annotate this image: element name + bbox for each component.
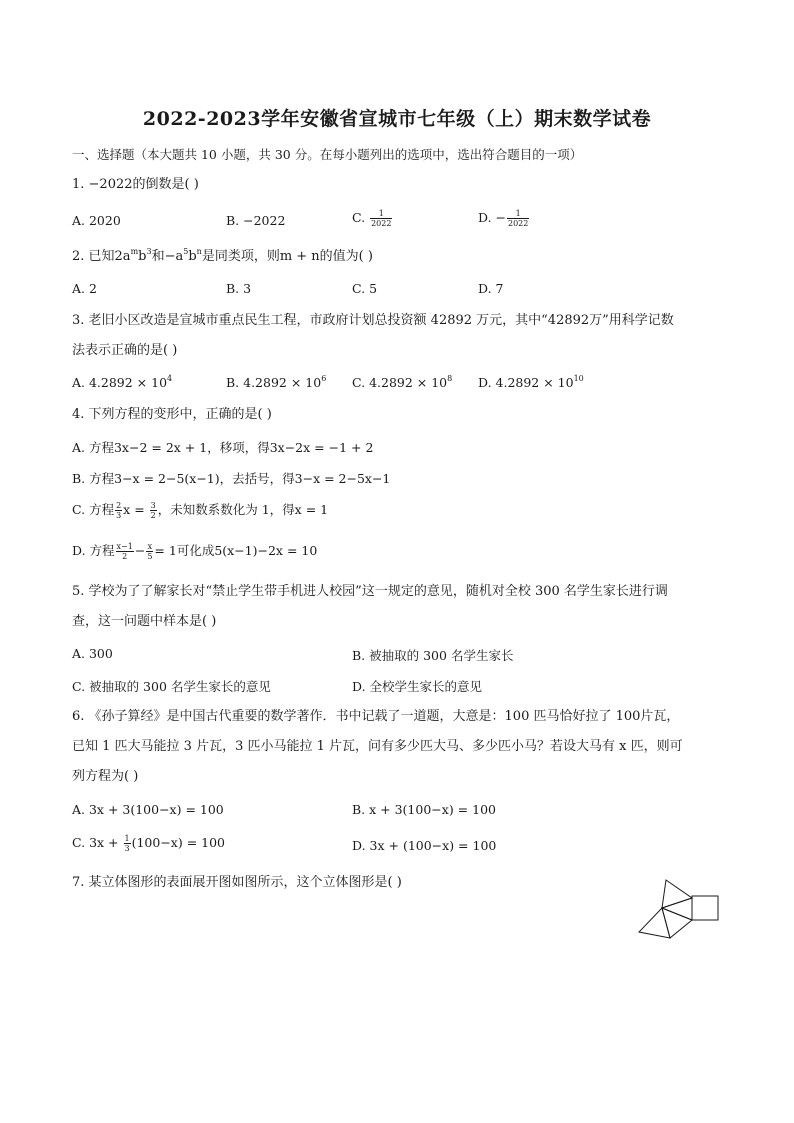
q2-exponent: n [196,247,202,256]
page-title: 2022-2023学年安徽省宣城市七年级（上）期末数学试卷 [142,108,652,130]
fraction-numerator: 3 [150,501,156,510]
q3-option-c [352,375,452,390]
q3-option-a-exponent: 4 [167,374,173,383]
q5-option-c: C. 被抽取的 300 名学生家长的意见 [72,679,271,694]
q4-c-text: C. 方程 [72,502,115,517]
q2-exponent: 3 [146,247,152,256]
q4-c-text: x = [123,502,149,517]
q3-option-d [478,375,584,390]
q1-option-d-label: D. − [478,210,506,225]
q1-option-b: B. −2022 [226,213,286,228]
question-5-line: 5. 学校为了了解家长对“禁止学生带手机进人校园”这一规定的意见，随机对全校 300 名学生家长进行调 [72,584,668,599]
question-2-stem [72,242,732,272]
fraction-denominator: 2 [150,511,156,520]
question-5-line: 查，这一问题中样本是( ) [72,614,217,629]
q1-option-c-fraction [370,209,392,228]
q5-option-d: D. 全校学生家长的意见 [352,679,483,694]
q4-option-b: B. 方程3−x = 2−5(x−1)，去括号，得3−x = 2−5x−1 [72,471,391,486]
q6-option-c [72,834,225,853]
fraction [124,834,131,853]
q2-text: b [138,249,147,264]
q2-exponent: m [130,247,139,256]
q4-option-c [72,500,328,520]
q3-option-c-exponent: 8 [447,374,453,383]
q5-option-b: B. 被抽取的 300 名学生家长 [352,648,514,663]
question-6-line: 已知 1 匹大马能拉 3 片瓦，3 匹小马能拉 1 片瓦，问有多少匹大马、多少匹小马？若设大马有 x 匹，则可 [72,739,683,754]
fraction-numerator: x−1 [116,542,133,551]
q2-option-c: C. 5 [352,281,378,296]
q2-option-b: B. 3 [226,281,252,296]
q2-option-d: D. 7 [478,281,504,296]
q4-d-text: D. 方程 [72,543,115,558]
q2-text: 是同类项，则m + n的值为( ) [201,249,373,264]
fraction [115,501,122,520]
q5-option-a: A. 300 [72,646,113,661]
q6-c-text: (100−x) = 100 [131,835,226,850]
net-triangle-top [662,880,692,908]
q1-option-d-fraction [507,209,529,228]
fraction-denominator: 3 [124,844,130,853]
fraction-denominator: 2 [122,552,128,561]
net-triangle-left [639,908,670,938]
fraction [146,542,153,561]
question-6-line: 列方程为( ) [72,769,139,784]
q1-option-c [352,209,393,228]
fraction-denominator: 3 [116,511,122,520]
q3-option-d-exponent: 10 [573,374,584,383]
q6-option-a: A. 3x + 3(100−x) = 100 [72,802,224,817]
fraction-numerator: 1 [370,209,392,219]
q4-option-d [72,541,317,561]
q6-option-d: D. 3x + (100−x) = 100 [352,838,497,853]
fraction [150,501,157,520]
question-6-stem [72,702,732,792]
q3-option-c-base: C. 4.2892 × 10 [352,375,448,390]
fraction-denominator: 2022 [508,219,529,228]
question-3-line: 3. 老旧小区改造是宣城市重点民生工程，市政府计划总投资额 42892 万元，其中“42892万”用科学记数 [72,313,674,328]
fraction-numerator: x [147,542,153,551]
question-6-line: 6. 《孙子算经》是中国古代重要的数学著作．书中记载了一道题，大意是：100 匹马恰好拉了 100片瓦， [72,709,680,724]
section-heading: 一、选择题（本大题共 10 小题，共 30 分。在每小题列出的选项中，选出符合题目的一项） [72,147,583,162]
q4-option-a: A. 方程3x−2 = 2x + 1，移项，得3x−2x = −1 + 2 [72,440,374,455]
net-triangle-middle [662,898,692,920]
q4-d-text: − [134,543,146,558]
fraction-denominator: 2022 [371,219,392,228]
q2-text: 和−a [151,249,184,264]
question-4-stem: 4. 下列方程的变形中，正确的是( ) [72,407,272,422]
question-1-stem: 1. −2022的倒数是( ) [72,177,199,192]
question-3-line: 法表示正确的是( ) [72,343,178,358]
q2-option-a: A. 2 [72,281,97,296]
fraction [116,542,134,561]
q3-option-b-base: B. 4.2892 × 10 [226,375,322,390]
q2-text: b [188,249,197,264]
fraction-denominator: 5 [147,552,153,561]
q3-option-b [226,375,326,390]
fraction-numerator: 2 [116,501,122,510]
net-square [692,896,718,920]
q1-option-a: A. 2020 [72,213,121,228]
question-5-stem [72,577,732,637]
q6-c-text: C. 3x + [72,835,123,850]
q6-option-b: B. x + 3(100−x) = 100 [352,802,496,817]
net-diagram [636,876,726,942]
q4-c-text: ，未知数系数化为 1，得x = 1 [157,502,329,517]
fraction-numerator: 1 [507,209,529,219]
q3-option-d-base: D. 4.2892 × 10 [478,375,574,390]
question-7-stem: 7. 某立体图形的表面展开图如图所示，这个立体图形是( ) [72,875,402,890]
q3-option-a-base: A. 4.2892 × 10 [72,375,168,390]
question-3-stem [72,306,732,366]
q2-exponent: 5 [183,247,189,256]
q1-option-d [478,209,530,228]
q3-option-b-exponent: 6 [321,374,327,383]
fraction-numerator: 1 [124,834,130,843]
q2-text: 2. 已知2a [72,249,131,264]
q3-option-a [72,375,172,390]
q4-d-text: = 1可化成5(x−1)−2x = 10 [154,543,318,558]
q1-option-c-label: C. [352,210,370,225]
